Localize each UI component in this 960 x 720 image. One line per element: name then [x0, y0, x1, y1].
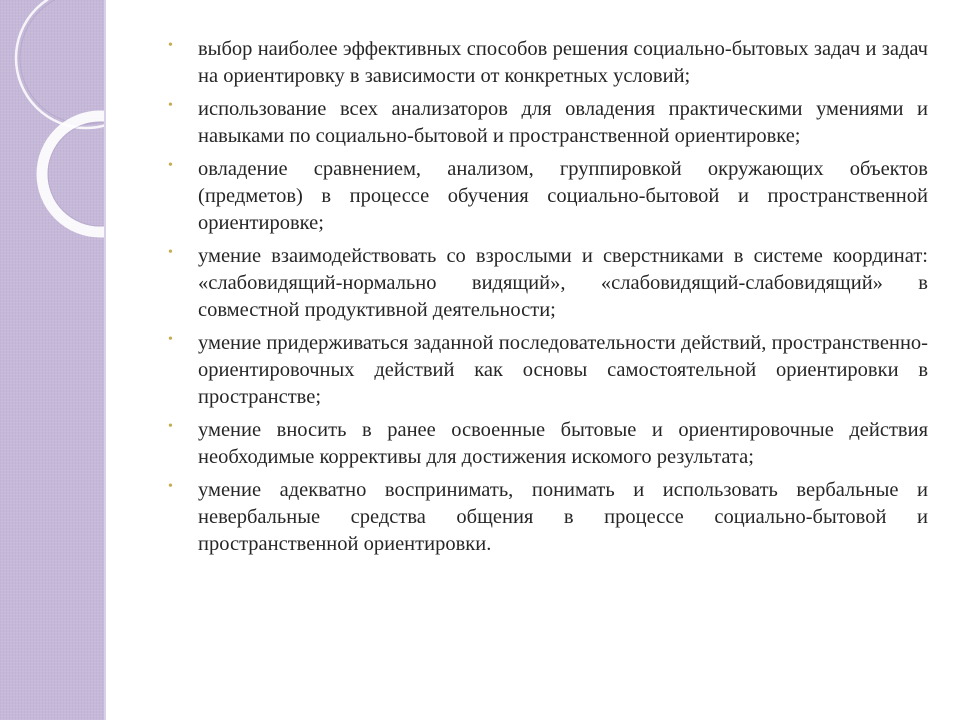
bullet-text: выбор наиболее эффективных способов решения социально-бытовых задач и задач на ориентировку в зависимости от конкретных условий; [198, 38, 928, 87]
bullet-text: умение взаимодействовать со взрослыми и сверстниками в системе координат: «слабовидящий-нормально видящий», «слабовидящий-слабовидящий» в совместной продуктивной деятельности; [198, 245, 928, 321]
sidebar-edge [104, 0, 106, 720]
bullet-text: умение адекватно воспринимать, понимать и использовать вербальные и невербальные средства общения в процессе социально-бытовой и пространственной ориентировки. [198, 479, 928, 555]
bullet-icon: • [168, 38, 173, 53]
bullet-item [168, 36, 928, 90]
bullet-item [168, 156, 928, 237]
bullet-icon: • [168, 98, 173, 113]
bullet-text: умение придерживаться заданной последовательности действий, пространственно-ориентировочных действий как основы самостоятельной ориентировки в пространстве; [198, 332, 928, 408]
decorative-rings [0, 0, 106, 720]
bullet-icon: • [168, 158, 173, 173]
ring-top [16, 0, 106, 128]
bullet-icon: • [168, 479, 173, 494]
bullet-icon: • [168, 419, 173, 434]
bullet-text: умение вносить в ранее освоенные бытовые и ориентировочные действия необходимые коррективы для достижения искомого результата; [198, 419, 928, 468]
bullet-item [168, 243, 928, 324]
bullet-icon: • [168, 245, 173, 260]
bullet-item [168, 477, 928, 558]
bullet-item [168, 330, 928, 411]
bullet-item [168, 96, 928, 150]
bullet-icon: • [168, 332, 173, 347]
bullet-item [168, 417, 928, 471]
bullet-text: овладение сравнением, анализом, группировкой окружающих объектов (предметов) в процессе обучения социально-бытовой и пространственной ориентировке; [198, 158, 928, 234]
slide-content [168, 36, 928, 564]
bullet-list [168, 36, 928, 558]
decorative-sidebar [0, 0, 106, 720]
ring-middle [42, 116, 106, 232]
bullet-text: использование всех анализаторов для овладения практическими умениями и навыками по социально-бытовой и пространственной ориентировке; [198, 98, 928, 147]
